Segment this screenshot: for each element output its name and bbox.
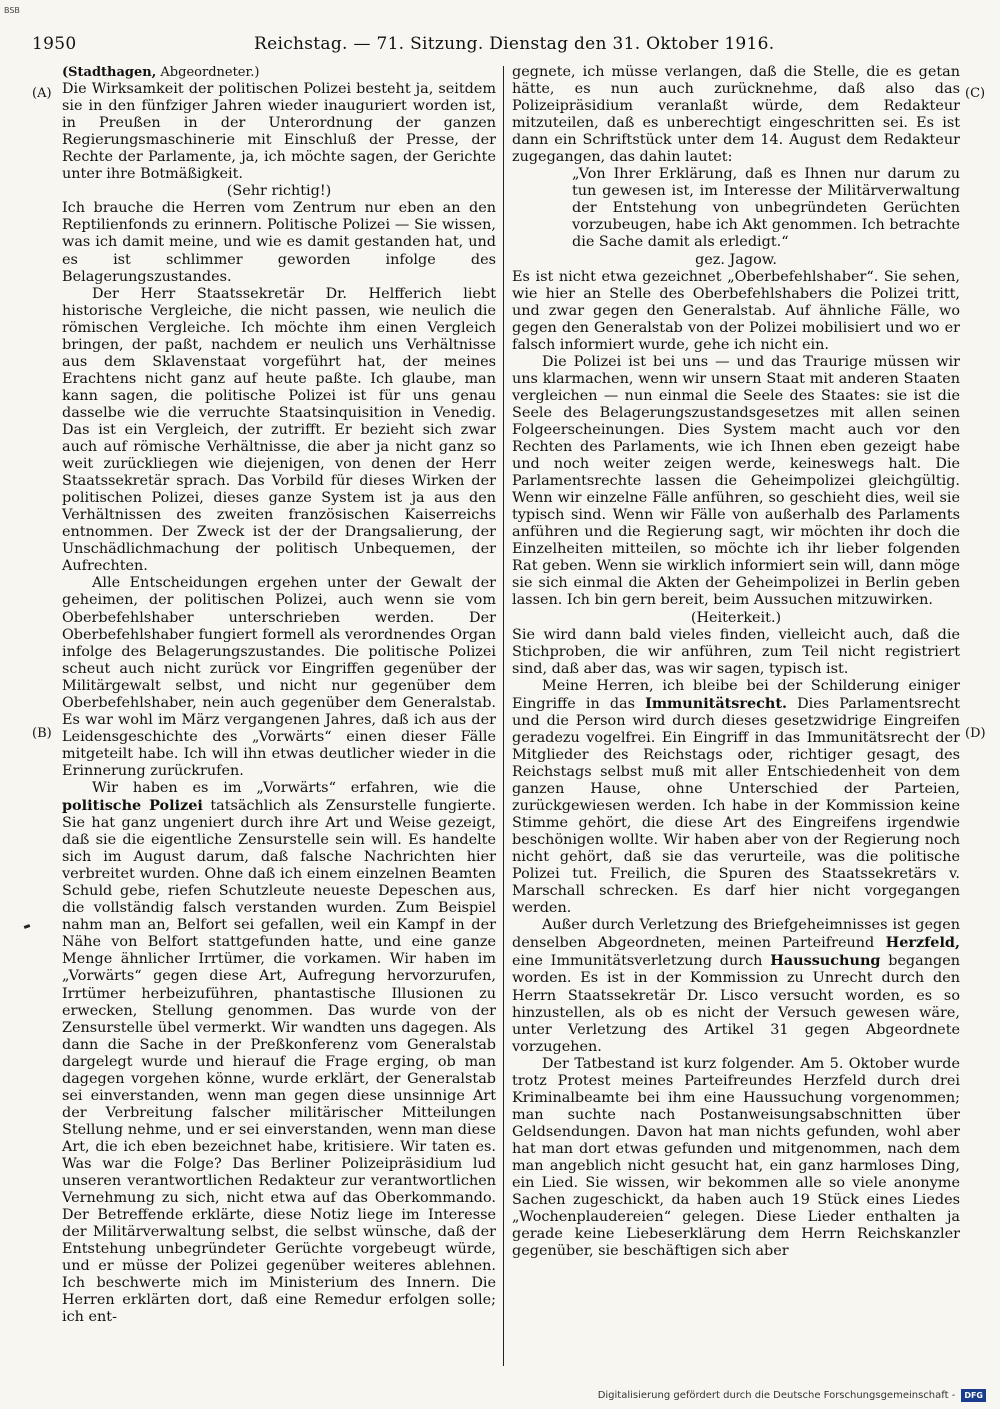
page-number: 1950 (32, 34, 77, 54)
paragraph: Alle Entscheidungen ergehen unter der Gewalt der geheimen, der politischen Polizei, auch wenn sie vom Oberbefehlshaber unterschrieben werden. Der Oberbefehlshaber fungiert formell als verordnendes Organ infolge des Belagerungszustandes. Die politische Polizei scheut auch nicht zurück vor Eingriffen gegenüber der Militärgewalt selbst, und nicht nur gegenüber dem Oberbefehlshaber, nein auch gegenüber dem Generalstab. Es war wohl im März vergangenen Jahres, daß ich aus der Leidensgeschichte des „Vorwärts“ einen dieser Fälle mitgeteilt habe. Ich will ihn etwas deutlicher wieder in die Erinnerung zurückrufen. (62, 575, 496, 779)
margin-marker-d: (D) (965, 726, 986, 741)
margin-marker-c: (C) (965, 86, 986, 101)
paragraph: Der Tatbestand ist kurz folgender. Am 5. Oktober wurde trotz Protest meines Parteifreundes Herzfeld durch drei Kriminalbeamte bei ihm eine Haussuchung vorgenommen; man suchte nach Postanweisungsabschnitten über Geldsendungen. Davon hat man nichts gefunden, wohl aber hat man dort etwas gefunden und mitgenommen, nach dem man angeblich nicht gesucht hat, ein ganz harmloses Ding, ein Lied. Sie wissen, wir bekommen alle so viele anonyme Sachen zugeschickt, da haben auch 19 Stück eines Liedes „Wochenplaudereien“ gelegen. Diese Lieder enthalten ja gerade keine Liebeserklärung dem Herrn Reichskanzler gegenüber, sie beschäftigen sich aber (512, 1055, 960, 1260)
interjection: (Heiterkeit.) (690, 609, 782, 626)
margin-marker-a: (A) (32, 86, 52, 101)
margin-marker-b: (B) (32, 726, 52, 741)
footer-credit (598, 1387, 986, 1403)
block-quote (572, 166, 960, 268)
paragraph: Sie wird dann bald vieles finden, vielleicht auch, daß die Stichproben, die wir anführen, zum Teil nicht registriert sind, daß aber das, was wir sagen, typisch ist. (512, 626, 960, 677)
paragraph-text: tatsächlich als Zensurstelle fungierte. Sie hat ganz ungeniert durch ihre Art und Weise gezeigt, daß sie die eigentliche Zensurstelle sein will. Es handelte sich im August darum, daß falsche Nachrichten hier verbreitet wurden. Ohne daß ich einem einzelnen Beamten Schuld gebe, riefen Schutzleute neueste Depeschen aus, die vollständig falsch verstanden wurden. Zum Beispiel nahm man an, Belfort sei gefallen, weil ein Kampf in der Nähe von Belfort stattgefunden hatte, und eine ganze Menge ähnlicher Irrtümer, die vorkamen. Wir haben im „Vorwärts“ gegen diese Art, Aufregung hervorzurufen, Irrtümer herbeizuführen, phantastische Illusionen zu erwecken, Stellung genommen. Das wurde von der Zensurstelle übel vermerkt. Wir wandten uns dagegen. Als dann die Sache in der Preßkonferenz vom Generalstab dargelegt wurde und hierauf die Frage erging, ob man dagegen vorgehen könne, wurde erklärt, der Generalstab sei einverstanden, wenn man gegen diese unsinnige Art der Verbreitung falscher militärischer Mitteilungen Stellung nehme, und er sei einverstanden, wenn man diese Art, die ich eben bezeichnet habe, kritisiere. Wir taten es. Was war die Folge? Das Berliner Polizeipräsidium lud unseren verantwortlichen Redakteur zur verantwortlichen Vernehmung zu sich, nicht etwa auf das Oberkommando. Der Betreffende erklärte, diese Notiz liege im Interesse der Militärverwaltung selbst, die selbst wünsche, daß der Entstehung unbegründeter Gerüchte vorgebeugt würde, und er müsse der Polizei gegenüber weiteres ablehnen. Ich beschwerte mich im Ministerium des Innern. Die Herren erklärten dort, daß eine Remedur erfolgen solle; ich ent- (62, 798, 496, 1326)
speaker-role: Abgeordneter.) (160, 65, 260, 80)
paragraph: Die Polizei ist bei uns — und das Traurige müssen wir uns klarmachen, wenn wir unsern Staat mit anderen Staaten vergleichen — nun einmal die Seele des Staates: sie ist die Seele des Belagerungszustandsgesetzes mit allen seinen Folgeerscheinungen. Dies System macht auch vor den Rechten des Parlaments, wie ich Ihnen eben gezeigt habe und noch weiter zeigen werde, keineswegs halt. Die Parlamentsrechte lassen die Geheimpolizei gleichgültig. Wenn wir einzelne Fälle anführen, so geschieht dies, weil sie typisch sind. Wenn wir Fälle von außerhalb des Parlaments anführen und die Regierung sagt, wir möchten ihr doch die Einzelheiten mitteilen, so möchte ich ihr lieber folgenden Rat geben. Wenn sie wirklich informiert sein will, dann möge sie sich einmal die Akten der Geheimpolizei in Berlin geben lassen. Ich bin gern bereit, beim Aussuchen mitzuwirken. (512, 353, 960, 609)
paragraph (62, 780, 496, 1327)
emphasis-text: Herzfeld, (885, 934, 961, 952)
paragraph-text: eine Immunitätsverletzung durch (512, 953, 763, 970)
paragraph-text: Dies Parlamentsrecht und die Person wird durch dieses gesetzwidrige Eingreifen geradezu vogelfrei. Ein Eingriff in das Immunitätsrecht der Mitglieder des Reichstags oder, richtiger gesagt, des Reichstags selbst muß mit aller Entschiedenheit von dem ganzen Hause, ohne Unterschied der Parteien, zurückgewiesen werden. Ich habe in der Kommission keine Stimme gehört, die diese Art des Eingreifens irgendwie beschönigen wollte. Wir haben aber von der Regierung noch nicht gehört, daß sie das verurteile, was die politische Polizei tut. Freilich, die Spuren des Staatssekretärs v. Marschall schrecken. Es darf hier nicht vorgegangen werden. (512, 695, 960, 917)
speaker-line (62, 64, 496, 81)
speaker-name: (Stadthagen, (62, 65, 157, 80)
dfg-logo: DFG (961, 1389, 986, 1402)
paragraph (512, 917, 960, 1055)
paragraph: Es ist nicht etwa gezeichnet „Oberbefehlshaber“. Sie sehen, wie hier an Stelle des Oberbefehlshabers die Polizei tritt, und zwar gegen den Generalstab. Auf ähnliche Fälle, wo gegen den Generalstab von der Polizei mobilisiert und wo er falsch informiert wurde, gehe ich nicht ein. (512, 268, 960, 353)
emphasis-text: Haussuchung (770, 952, 881, 970)
quote-text: „Von Ihrer Erklärung, daß es Ihnen nur darum zu tun gewesen ist, im Interesse der Militärverwaltung der Entstehung von unbegründeten Gerüchten vorzubeugen, habe ich Akt genommen. Ich betrachte die Sache damit als erledigt.“ (572, 166, 960, 251)
paragraph-text: Wir haben es im „Vorwärts“ erfahren, wie die (92, 779, 496, 796)
quote-signature: gez. Jagow. (695, 251, 777, 268)
page-header (32, 34, 958, 60)
right-column (512, 64, 960, 1260)
paragraph-text: Meine Herren, ich bleibe bei der Schilderung einiger Eingriffe in das (512, 677, 960, 712)
paragraph-text: Außer durch Verletzung des Briefgeheimnisses ist gegen denselben Abgeordneten, meinen Parteifreund (512, 917, 960, 952)
paragraph: Die Wirksamkeit der politischen Polizei besteht ja, seitdem sie in den fünfziger Jahren wieder inauguriert worden ist, in Preußen in der Unterordnung der ganzen Regierungsmaschinerie mit Einschluß der Presse, der Rechte der Parlamente, ja, ich möchte sagen, der Gerichte unter ihre Botmäßigkeit. (62, 81, 496, 183)
emphasis-text: Immunitätsrecht. (645, 694, 788, 712)
paragraph: gegnete, ich müsse verlangen, daß die Stelle, die es getan hätte, es nun auch zurücknehme, daß also das Polizeipräsidium veranlaßt würde, dem Redakteur mitzuteilen, daß es unberechtigt eingeschritten sei. Es ist dann ein Schriftstück unter dem 14. August dem Redakteur zugegangen, das dahin lautet: (512, 64, 960, 166)
paragraph-text: begangen worden. Es ist in der Kommission zu Unrecht durch den Herrn Staatssekretär Dr. Lisco versucht worden, es so hinzustellen, als ob es nicht der Versuch gewesen wäre, unter Verletzung des Artikel 31 gegen Abgeordnete vorzugehen. (512, 953, 960, 1055)
interjection: (Sehr richtig!) (226, 183, 332, 200)
emphasis-text: politische Polizei (62, 797, 203, 815)
paragraph: Der Herr Staatssekretär Dr. Helfferich liebt historische Vergleiche, die nicht passen, wie neulich die römischen Vergleiche. Ich möchte ihm einen Vergleich bringen, der paßt, nachdem er neulich uns Verhältnisse aus dem Sklavenstaat vorgeführt hat, der meines Erachtens nicht ganz auf heute paßte. Ich glaube, man kann sagen, die politische Polizei ist für uns genau dasselbe wie die verruchte Staatsinquisition in Venedig. Das ist ein Vergleich, der zutrifft. Er bezieht sich zwar auch auf römische Verhältnisse, die aber ja nicht ganz so weit zurückliegen wie diejenigen, von denen der Herr Staatssekretär sprach. Das Vorbild für dieses Wirken der politischen Polizei, dieses ganze System ist ja aus den Verhältnissen des zweiten französischen Kaiserreichs entnommen. Der Zweck ist der der Drangsalierung, der Unschädlichmachung der politisch Unbequemen, der Aufrechten. (62, 285, 496, 575)
margin-ink-mark (24, 924, 31, 929)
paragraph: Ich brauche die Herren vom Zentrum nur eben an den Reptilienfonds zu erinnern. Politische Polizei — Sie wissen, was ich damit meine, und wie es damit gestanden hat, und es ist schlimmer geworden infolge des Belagerungszustandes. (62, 200, 496, 285)
footer-text: Digitalisierung gefördert durch die Deutsche Forschungsgemeinschaft - (597, 1389, 956, 1401)
column-divider (503, 66, 504, 1366)
paragraph (512, 678, 960, 918)
scan-tag: BSB (4, 6, 20, 15)
left-column (62, 64, 496, 1326)
running-title: Reichstag. — 71. Sitzung. Dienstag den 31. Oktober 1916. (254, 34, 775, 54)
